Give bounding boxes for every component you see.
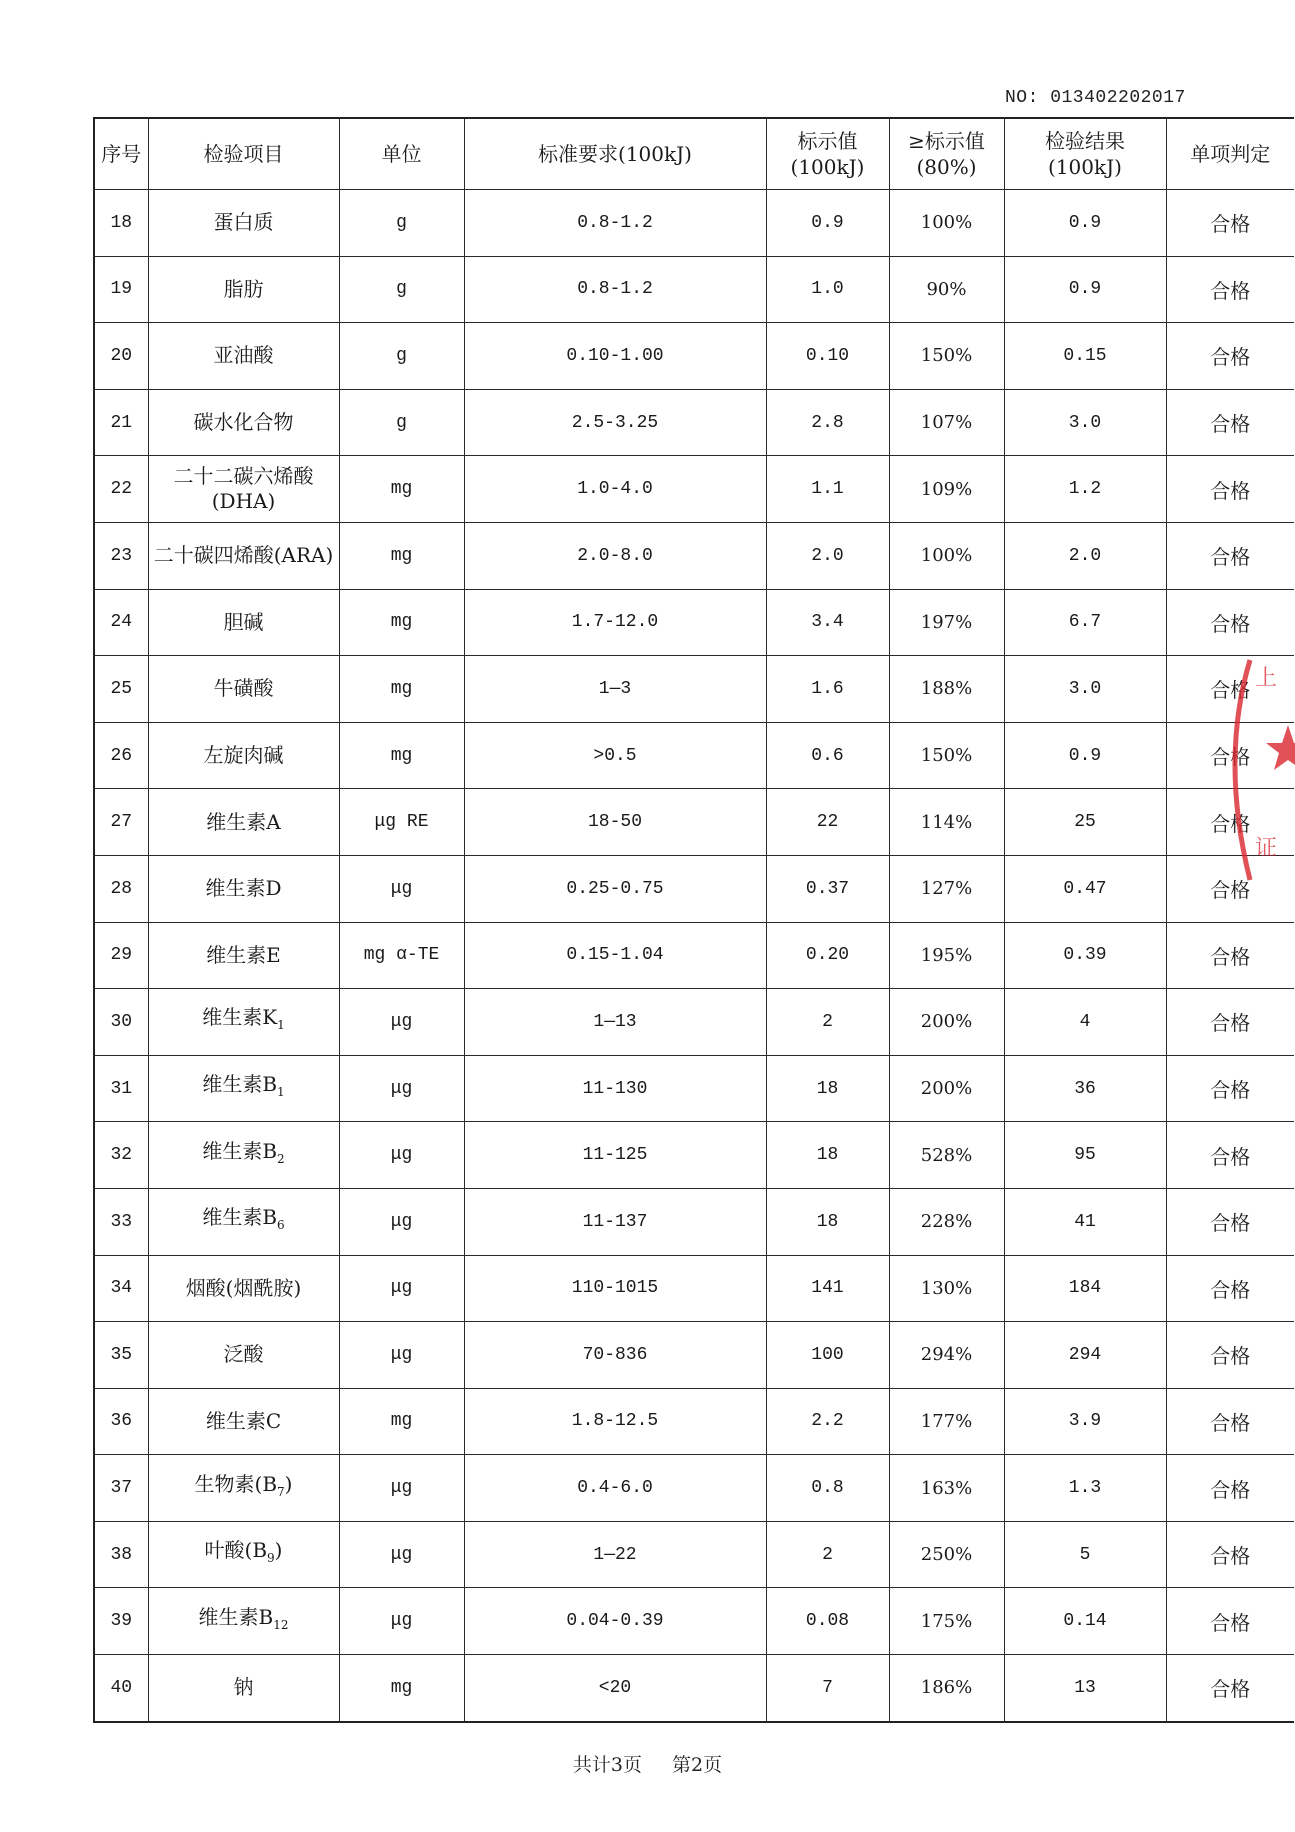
cell-verdict: 合格 bbox=[1166, 789, 1294, 856]
cell-label-value: 1.1 bbox=[766, 456, 889, 523]
item-name: 钠 bbox=[233, 1675, 254, 1700]
header-ratio-line2: (80%) bbox=[916, 155, 977, 179]
cell-result: 0.47 bbox=[1004, 855, 1166, 922]
cell-unit: μg RE bbox=[339, 789, 464, 856]
item-subscript: 6 bbox=[277, 1218, 285, 1233]
cell-verdict: 合格 bbox=[1166, 323, 1294, 390]
cell-standard: 2.5-3.25 bbox=[464, 389, 766, 456]
cell-item bbox=[148, 922, 339, 989]
cell-unit: μg bbox=[339, 1322, 464, 1389]
cell-verdict: 合格 bbox=[1166, 1455, 1294, 1522]
cell-unit: mg bbox=[339, 522, 464, 589]
cell-seq: 35 bbox=[94, 1322, 148, 1389]
cell-result: 294 bbox=[1004, 1322, 1166, 1389]
cell-unit: g bbox=[339, 190, 464, 257]
cell-label-value: 18 bbox=[766, 1055, 889, 1122]
cell-ratio: 150% bbox=[889, 722, 1004, 789]
svg-text:证: 证 bbox=[1255, 836, 1278, 861]
cell-seq: 39 bbox=[94, 1588, 148, 1655]
cell-seq: 22 bbox=[94, 456, 148, 523]
cell-verdict: 合格 bbox=[1166, 256, 1294, 323]
cell-result: 2.0 bbox=[1004, 522, 1166, 589]
cell-ratio: 175% bbox=[889, 1588, 1004, 1655]
cell-seq: 31 bbox=[94, 1055, 148, 1122]
cell-unit: mg α-TE bbox=[339, 922, 464, 989]
cell-ratio: 90% bbox=[889, 256, 1004, 323]
cell-unit: μg bbox=[339, 1255, 464, 1322]
cell-label-value: 2.0 bbox=[766, 522, 889, 589]
cell-verdict: 合格 bbox=[1166, 1521, 1294, 1588]
header-result bbox=[1004, 118, 1166, 190]
table-body bbox=[94, 190, 1294, 1722]
cell-unit: g bbox=[339, 323, 464, 390]
table-row bbox=[94, 1122, 1294, 1189]
cell-standard: 1.7-12.0 bbox=[464, 589, 766, 656]
cell-result: 0.14 bbox=[1004, 1588, 1166, 1655]
header-result-line2: (100kJ) bbox=[1048, 155, 1122, 179]
cell-ratio: 127% bbox=[889, 855, 1004, 922]
cell-label-value: 7 bbox=[766, 1655, 889, 1722]
cell-standard: 0.25-0.75 bbox=[464, 855, 766, 922]
cell-standard: 1—22 bbox=[464, 1521, 766, 1588]
table-row bbox=[94, 190, 1294, 257]
cell-seq: 33 bbox=[94, 1188, 148, 1255]
cell-item bbox=[148, 1188, 339, 1255]
item-name: 维生素A bbox=[206, 809, 281, 834]
cell-standard: 1.8-12.5 bbox=[464, 1388, 766, 1455]
cell-unit: mg bbox=[339, 1388, 464, 1455]
item-name: 维生素E bbox=[206, 942, 281, 967]
cell-standard: 0.15-1.04 bbox=[464, 922, 766, 989]
cell-seq: 23 bbox=[94, 522, 148, 589]
cell-seq: 32 bbox=[94, 1122, 148, 1189]
table-row bbox=[94, 1455, 1294, 1522]
table-row bbox=[94, 456, 1294, 523]
cell-ratio: 200% bbox=[889, 1055, 1004, 1122]
cell-unit: μg bbox=[339, 1188, 464, 1255]
table-row bbox=[94, 1388, 1294, 1455]
item-name: 维生素B bbox=[198, 1604, 274, 1629]
table-row bbox=[94, 656, 1294, 723]
cell-verdict: 合格 bbox=[1166, 389, 1294, 456]
cell-seq: 36 bbox=[94, 1388, 148, 1455]
cell-verdict: 合格 bbox=[1166, 1122, 1294, 1189]
cell-standard: 1—13 bbox=[464, 989, 766, 1056]
cell-seq: 30 bbox=[94, 989, 148, 1056]
cell-ratio: 250% bbox=[889, 1521, 1004, 1588]
header-standard: 标准要求(100kJ) bbox=[464, 118, 766, 190]
cell-ratio: 528% bbox=[889, 1122, 1004, 1189]
header-ratio-line1: ≥标示值 bbox=[908, 129, 985, 153]
cell-ratio: 163% bbox=[889, 1455, 1004, 1522]
footer-total-pages: 共计3页 bbox=[572, 1754, 642, 1776]
item-name-line2: (DHA) bbox=[211, 489, 276, 514]
cell-seq: 19 bbox=[94, 256, 148, 323]
cell-item bbox=[148, 256, 339, 323]
cell-standard: 18-50 bbox=[464, 789, 766, 856]
cell-ratio: 100% bbox=[889, 522, 1004, 589]
cell-verdict: 合格 bbox=[1166, 456, 1294, 523]
cell-label-value: 0.6 bbox=[766, 722, 889, 789]
cell-standard: 0.8-1.2 bbox=[464, 256, 766, 323]
item-name: 脂肪 bbox=[223, 276, 264, 301]
cell-label-value: 2.2 bbox=[766, 1388, 889, 1455]
cell-seq: 21 bbox=[94, 389, 148, 456]
item-name: 泛酸 bbox=[223, 1342, 264, 1367]
cell-label-value: 0.37 bbox=[766, 855, 889, 922]
cell-result: 184 bbox=[1004, 1255, 1166, 1322]
table-row bbox=[94, 256, 1294, 323]
cell-verdict: 合格 bbox=[1166, 190, 1294, 257]
header-label-value bbox=[766, 118, 889, 190]
page-footer bbox=[0, 1750, 1295, 1777]
cell-label-value: 0.8 bbox=[766, 1455, 889, 1522]
header-label-value-line1: 标示值 bbox=[797, 129, 858, 153]
cell-ratio: 150% bbox=[889, 323, 1004, 390]
cell-result: 0.9 bbox=[1004, 190, 1166, 257]
cell-standard: 0.4-6.0 bbox=[464, 1455, 766, 1522]
cell-standard: 11-125 bbox=[464, 1122, 766, 1189]
cell-verdict: 合格 bbox=[1166, 1388, 1294, 1455]
cell-result: 6.7 bbox=[1004, 589, 1166, 656]
cell-ratio: 188% bbox=[889, 656, 1004, 723]
cell-seq: 20 bbox=[94, 323, 148, 390]
table-row bbox=[94, 522, 1294, 589]
cell-seq: 24 bbox=[94, 589, 148, 656]
item-subscript: 9 bbox=[267, 1551, 275, 1566]
cell-unit: g bbox=[339, 389, 464, 456]
cell-item bbox=[148, 1655, 339, 1722]
table-row bbox=[94, 922, 1294, 989]
cell-standard: 1—3 bbox=[464, 656, 766, 723]
cell-item bbox=[148, 1322, 339, 1389]
cell-item bbox=[148, 190, 339, 257]
item-name: 牛磺酸 bbox=[213, 676, 274, 701]
inspection-results-table bbox=[93, 117, 1294, 1723]
cell-label-value: 141 bbox=[766, 1255, 889, 1322]
cell-unit: μg bbox=[339, 1122, 464, 1189]
cell-seq: 25 bbox=[94, 656, 148, 723]
cell-label-value: 2 bbox=[766, 989, 889, 1056]
item-subscript: 1 bbox=[277, 1085, 285, 1100]
item-subscript: 7 bbox=[277, 1484, 285, 1499]
item-subscript: 1 bbox=[277, 1018, 285, 1033]
cell-label-value: 0.9 bbox=[766, 190, 889, 257]
cell-item bbox=[148, 1521, 339, 1588]
cell-unit: g bbox=[339, 256, 464, 323]
cell-item bbox=[148, 1122, 339, 1189]
cell-result: 3.0 bbox=[1004, 389, 1166, 456]
item-name: 维生素D bbox=[205, 876, 282, 901]
cell-result: 3.9 bbox=[1004, 1388, 1166, 1455]
cell-result: 0.39 bbox=[1004, 922, 1166, 989]
cell-unit: μg bbox=[339, 1055, 464, 1122]
cell-seq: 27 bbox=[94, 789, 148, 856]
header-seq: 序号 bbox=[94, 118, 148, 190]
cell-item bbox=[148, 456, 339, 523]
cell-item bbox=[148, 989, 339, 1056]
table-row bbox=[94, 1322, 1294, 1389]
cell-label-value: 1.6 bbox=[766, 656, 889, 723]
cell-verdict: 合格 bbox=[1166, 656, 1294, 723]
table-row bbox=[94, 1521, 1294, 1588]
header-result-line1: 检验结果 bbox=[1045, 129, 1125, 153]
cell-standard: 70-836 bbox=[464, 1322, 766, 1389]
cell-result: 0.15 bbox=[1004, 323, 1166, 390]
cell-item bbox=[148, 1388, 339, 1455]
cell-item bbox=[148, 522, 339, 589]
cell-result: 25 bbox=[1004, 789, 1166, 856]
cell-seq: 29 bbox=[94, 922, 148, 989]
item-subscript: 2 bbox=[277, 1151, 285, 1166]
cell-seq: 34 bbox=[94, 1255, 148, 1322]
cell-unit: mg bbox=[339, 656, 464, 723]
cell-ratio: 130% bbox=[889, 1255, 1004, 1322]
cell-item bbox=[148, 1055, 339, 1122]
cell-verdict: 合格 bbox=[1166, 922, 1294, 989]
cell-result: 1.2 bbox=[1004, 456, 1166, 523]
cell-item bbox=[148, 855, 339, 922]
cell-verdict: 合格 bbox=[1166, 1588, 1294, 1655]
cell-result: 4 bbox=[1004, 989, 1166, 1056]
item-name: 二十二碳六烯酸 bbox=[173, 464, 314, 489]
cell-result: 0.9 bbox=[1004, 722, 1166, 789]
table-row bbox=[94, 389, 1294, 456]
table-row bbox=[94, 722, 1294, 789]
cell-label-value: 0.20 bbox=[766, 922, 889, 989]
cell-ratio: 100% bbox=[889, 190, 1004, 257]
cell-item bbox=[148, 589, 339, 656]
cell-ratio: 200% bbox=[889, 989, 1004, 1056]
table-row bbox=[94, 1055, 1294, 1122]
table-row bbox=[94, 589, 1294, 656]
cell-result: 3.0 bbox=[1004, 656, 1166, 723]
item-name: 蛋白质 bbox=[213, 210, 274, 235]
header-unit: 单位 bbox=[339, 118, 464, 190]
cell-label-value: 22 bbox=[766, 789, 889, 856]
cell-label-value: 18 bbox=[766, 1122, 889, 1189]
cell-seq: 26 bbox=[94, 722, 148, 789]
cell-unit: mg bbox=[339, 722, 464, 789]
item-name: 维生素B bbox=[202, 1205, 278, 1230]
cell-seq: 40 bbox=[94, 1655, 148, 1722]
cell-unit: μg bbox=[339, 1455, 464, 1522]
cell-standard: 11-137 bbox=[464, 1188, 766, 1255]
header-label-value-line2: (100kJ) bbox=[790, 155, 865, 179]
item-name: 胆碱 bbox=[223, 609, 264, 634]
cell-item bbox=[148, 722, 339, 789]
cell-verdict: 合格 bbox=[1166, 1655, 1294, 1722]
header-verdict: 单项判定 bbox=[1166, 118, 1294, 190]
cell-label-value: 0.08 bbox=[766, 1588, 889, 1655]
item-name: 维生素B bbox=[202, 1138, 278, 1163]
cell-ratio: 186% bbox=[889, 1655, 1004, 1722]
cell-unit: μg bbox=[339, 855, 464, 922]
cell-ratio: 177% bbox=[889, 1388, 1004, 1455]
table-row bbox=[94, 1588, 1294, 1655]
cell-ratio: 294% bbox=[889, 1322, 1004, 1389]
table-row bbox=[94, 989, 1294, 1056]
cell-unit: mg bbox=[339, 589, 464, 656]
cell-result: 95 bbox=[1004, 1122, 1166, 1189]
cell-standard: <20 bbox=[464, 1655, 766, 1722]
cell-ratio: 114% bbox=[889, 789, 1004, 856]
item-name: 亚油酸 bbox=[213, 343, 274, 368]
cell-seq: 18 bbox=[94, 190, 148, 257]
cell-standard: 0.10-1.00 bbox=[464, 323, 766, 390]
cell-standard: 110-1015 bbox=[464, 1255, 766, 1322]
table-row bbox=[94, 1655, 1294, 1722]
cell-standard: 11-130 bbox=[464, 1055, 766, 1122]
cell-item bbox=[148, 1255, 339, 1322]
cell-standard: 0.8-1.2 bbox=[464, 190, 766, 257]
cell-ratio: 197% bbox=[889, 589, 1004, 656]
cell-label-value: 2 bbox=[766, 1521, 889, 1588]
item-subscript: 12 bbox=[273, 1617, 289, 1632]
cell-verdict: 合格 bbox=[1166, 855, 1294, 922]
cell-result: 5 bbox=[1004, 1521, 1166, 1588]
cell-verdict: 合格 bbox=[1166, 522, 1294, 589]
cell-unit: mg bbox=[339, 1655, 464, 1722]
cell-item bbox=[148, 1588, 339, 1655]
cell-verdict: 合格 bbox=[1166, 1255, 1294, 1322]
header-ratio bbox=[889, 118, 1004, 190]
cell-label-value: 0.10 bbox=[766, 323, 889, 390]
table-row bbox=[94, 789, 1294, 856]
table-row bbox=[94, 855, 1294, 922]
cell-item bbox=[148, 1455, 339, 1522]
cell-label-value: 1.0 bbox=[766, 256, 889, 323]
cell-unit: μg bbox=[339, 1588, 464, 1655]
item-name: 叶酸(B bbox=[204, 1538, 268, 1563]
cell-ratio: 228% bbox=[889, 1188, 1004, 1255]
item-name: 维生素B bbox=[202, 1072, 278, 1097]
cell-result: 36 bbox=[1004, 1055, 1166, 1122]
item-name: 二十碳四烯酸(ARA) bbox=[153, 543, 334, 568]
cell-verdict: 合格 bbox=[1166, 722, 1294, 789]
cell-label-value: 100 bbox=[766, 1322, 889, 1389]
cell-unit: μg bbox=[339, 1521, 464, 1588]
cell-ratio: 107% bbox=[889, 389, 1004, 456]
item-suffix: ) bbox=[274, 1538, 283, 1563]
document-number: NO: 013402202017 bbox=[1005, 88, 1186, 108]
cell-item bbox=[148, 389, 339, 456]
cell-unit: μg bbox=[339, 989, 464, 1056]
cell-verdict: 合格 bbox=[1166, 1188, 1294, 1255]
cell-item bbox=[148, 323, 339, 390]
cell-seq: 28 bbox=[94, 855, 148, 922]
cell-verdict: 合格 bbox=[1166, 589, 1294, 656]
svg-text:上: 上 bbox=[1255, 666, 1278, 691]
table-row bbox=[94, 1255, 1294, 1322]
table-header-row bbox=[94, 118, 1294, 190]
cell-verdict: 合格 bbox=[1166, 1322, 1294, 1389]
cell-unit: mg bbox=[339, 456, 464, 523]
cell-standard: 0.04-0.39 bbox=[464, 1588, 766, 1655]
cell-label-value: 3.4 bbox=[766, 589, 889, 656]
cell-seq: 37 bbox=[94, 1455, 148, 1522]
cell-item bbox=[148, 656, 339, 723]
cell-label-value: 18 bbox=[766, 1188, 889, 1255]
cell-result: 41 bbox=[1004, 1188, 1166, 1255]
table-row bbox=[94, 323, 1294, 390]
cell-result: 13 bbox=[1004, 1655, 1166, 1722]
cell-ratio: 109% bbox=[889, 456, 1004, 523]
cell-standard: >0.5 bbox=[464, 722, 766, 789]
header-item: 检验项目 bbox=[148, 118, 339, 190]
item-suffix: ) bbox=[284, 1471, 293, 1496]
cell-item bbox=[148, 789, 339, 856]
cell-seq: 38 bbox=[94, 1521, 148, 1588]
cell-result: 0.9 bbox=[1004, 256, 1166, 323]
item-name: 烟酸(烟酰胺) bbox=[185, 1275, 302, 1300]
cell-standard: 1.0-4.0 bbox=[464, 456, 766, 523]
cell-result: 1.3 bbox=[1004, 1455, 1166, 1522]
item-name: 碳水化合物 bbox=[193, 410, 294, 435]
item-name: 维生素C bbox=[205, 1408, 282, 1433]
cell-ratio: 195% bbox=[889, 922, 1004, 989]
cell-label-value: 2.8 bbox=[766, 389, 889, 456]
table-row bbox=[94, 1188, 1294, 1255]
item-name: 生物素(B bbox=[194, 1471, 278, 1496]
cell-verdict: 合格 bbox=[1166, 1055, 1294, 1122]
footer-current-page: 第2页 bbox=[672, 1754, 723, 1776]
cell-verdict: 合格 bbox=[1166, 989, 1294, 1056]
cell-standard: 2.0-8.0 bbox=[464, 522, 766, 589]
item-name: 左旋肉碱 bbox=[203, 743, 284, 768]
item-name: 维生素K bbox=[202, 1005, 278, 1030]
